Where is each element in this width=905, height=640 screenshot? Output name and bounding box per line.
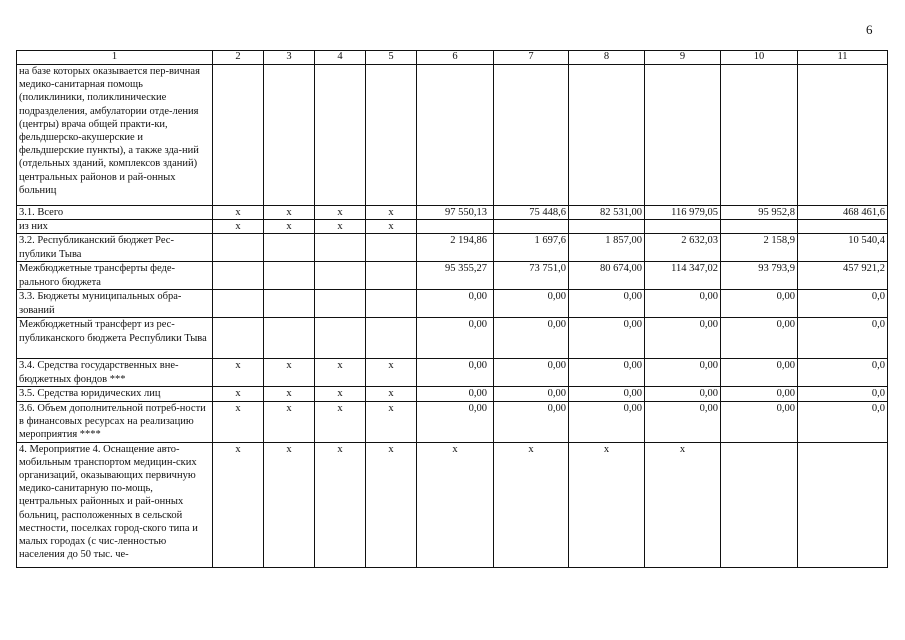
table-cell: 468 461,6 [798,206,888,220]
table-row [17,387,888,401]
table-cell: х [569,442,645,567]
column-header: 10 [721,51,798,65]
table-cell [315,65,366,206]
table-cell [721,65,798,206]
table-cell [798,220,888,234]
table-row [17,65,888,206]
table-cell: х [366,206,417,220]
table-cell [366,234,417,262]
table-row [17,206,888,220]
table-cell [798,65,888,206]
table-cell: 0,00 [721,318,798,359]
table-cell: 73 751,0 [494,262,569,290]
table-cell [264,262,315,290]
table-cell: х [264,387,315,401]
table-cell [213,234,264,262]
table-cell [315,290,366,318]
row-label: из них [17,220,213,234]
column-header: 1 [17,51,213,65]
table-cell: 0,00 [494,290,569,318]
table-cell: х [264,220,315,234]
table-row [17,290,888,318]
table-cell [264,234,315,262]
table-row [17,318,888,359]
table-cell: х [315,220,366,234]
table-cell [366,262,417,290]
table-cell [366,290,417,318]
table-cell: 0,00 [721,290,798,318]
table-cell: 0,0 [798,359,888,387]
table-cell: х [264,359,315,387]
table-cell: 0,00 [417,290,494,318]
table-cell: 0,00 [721,387,798,401]
table-cell: 0,00 [494,401,569,442]
table-cell: х [366,442,417,567]
page-number: 6 [866,22,873,37]
table-row [17,359,888,387]
table-cell: 1 697,6 [494,234,569,262]
row-label: 4. Мероприятие 4. Оснащение авто-мобильным транспортом медицин-ских организаций, оказывающих первичную медико-санитарную по-мощь, центральных районных и рай-онных больниц, расположенных в сельской местности, поселках город-ского типа и малых городах (с чис-ленностью населения до 50 тыс. че- [17,442,213,567]
table-cell: 97 550,13 [417,206,494,220]
table-cell: 95 952,8 [721,206,798,220]
table-cell: 0,00 [569,318,645,359]
table-cell: х [264,401,315,442]
table-cell: 0,00 [645,359,721,387]
table-cell: 0,00 [417,401,494,442]
table-cell: 82 531,00 [569,206,645,220]
table-row [17,442,888,567]
table-cell: 0,00 [417,387,494,401]
header-row [17,51,888,65]
table-cell [264,65,315,206]
column-header: 9 [645,51,721,65]
table-cell: 0,00 [645,387,721,401]
table-cell: 0,00 [569,290,645,318]
table-cell: 457 921,2 [798,262,888,290]
table-cell [315,262,366,290]
column-header: 6 [417,51,494,65]
table-cell [721,442,798,567]
column-header: 5 [366,51,417,65]
table-cell: 0,00 [494,387,569,401]
table-cell: 0,0 [798,318,888,359]
table-cell [417,65,494,206]
table-cell: 0,0 [798,387,888,401]
table-row [17,401,888,442]
table-cell: 1 857,00 [569,234,645,262]
table-cell: х [494,442,569,567]
table-cell [264,318,315,359]
table-cell [366,318,417,359]
table-cell: 0,00 [494,318,569,359]
table-cell: 0,00 [494,359,569,387]
table-row [17,262,888,290]
table-cell [494,65,569,206]
table-cell: 80 674,00 [569,262,645,290]
table-cell [798,442,888,567]
table-cell [366,65,417,206]
table-cell: х [213,359,264,387]
table-cell: х [213,220,264,234]
table-row [17,220,888,234]
table-cell: 2 632,03 [645,234,721,262]
row-label: Межбюджетный трансферт из рес-публиканского бюджета Республики Тыва [17,318,213,359]
table-cell [645,220,721,234]
column-header: 8 [569,51,645,65]
table-cell [721,220,798,234]
row-label: 3.5. Средства юридических лиц [17,387,213,401]
table-cell: х [315,401,366,442]
table-body [17,65,888,568]
table-cell: х [366,387,417,401]
column-header: 2 [213,51,264,65]
table-cell: 0,00 [569,401,645,442]
table-cell: 116 979,05 [645,206,721,220]
row-label: 3.4. Средства государственных вне-бюджетных фондов *** [17,359,213,387]
table-cell [315,318,366,359]
table-cell: х [213,387,264,401]
table-cell: х [315,442,366,567]
table-cell: х [213,401,264,442]
column-header: 3 [264,51,315,65]
table-cell: 0,0 [798,401,888,442]
row-label: на базе которых оказывается пер-вичная медико-санитарная помощь (поликлиники, поликлинические подразделения, амбулатории отде-ления (центры) врача общей практи-ки, фельдшерско-акушерские и фельдшерские пункты), а также зда-ний (отдельных зданий, комплексов зданий) центральных районов и рай-онных больниц [17,65,213,206]
table-cell: 95 355,27 [417,262,494,290]
table-cell: 0,00 [721,359,798,387]
column-header: 4 [315,51,366,65]
table-cell [315,234,366,262]
table-cell [645,65,721,206]
table-cell [569,220,645,234]
table-cell: х [315,387,366,401]
table-cell: 0,00 [569,387,645,401]
table-cell [213,290,264,318]
table-cell: 0,00 [417,359,494,387]
table-cell [494,220,569,234]
table-cell: 75 448,6 [494,206,569,220]
table-cell: х [417,442,494,567]
table-cell: 0,0 [798,290,888,318]
table-cell [264,290,315,318]
table-cell: х [366,401,417,442]
row-label: 3.2. Республиканский бюджет Рес-публики Тыва [17,234,213,262]
table-cell: х [213,206,264,220]
table-cell [213,262,264,290]
row-label: 3.3. Бюджеты муниципальных обра-зований [17,290,213,318]
table-cell: х [366,220,417,234]
table-cell: х [645,442,721,567]
column-header: 11 [798,51,888,65]
row-label: 3.6. Объем дополнительной потреб-ности в финансовых ресурсах на реализацию мероприятия **** [17,401,213,442]
table-cell: 93 793,9 [721,262,798,290]
table-cell: 2 194,86 [417,234,494,262]
table-cell: 0,00 [645,290,721,318]
table-cell: 0,00 [721,401,798,442]
table-cell: 0,00 [417,318,494,359]
table-row [17,234,888,262]
table-cell [213,65,264,206]
table-cell: х [366,359,417,387]
table-cell: х [315,359,366,387]
table-cell: х [264,442,315,567]
table-cell: 114 347,02 [645,262,721,290]
row-label: 3.1. Всего [17,206,213,220]
table-cell: х [264,206,315,220]
table-cell: х [315,206,366,220]
table-cell: х [213,442,264,567]
budget-table [16,50,888,568]
table-cell [417,220,494,234]
table-cell: 0,00 [569,359,645,387]
table-cell [213,318,264,359]
table-cell: 0,00 [645,401,721,442]
table-cell: 2 158,9 [721,234,798,262]
row-label: Межбюджетные трансферты феде-рального бюджета [17,262,213,290]
column-header: 7 [494,51,569,65]
table-cell: 10 540,4 [798,234,888,262]
table-cell: 0,00 [645,318,721,359]
table-cell [569,65,645,206]
